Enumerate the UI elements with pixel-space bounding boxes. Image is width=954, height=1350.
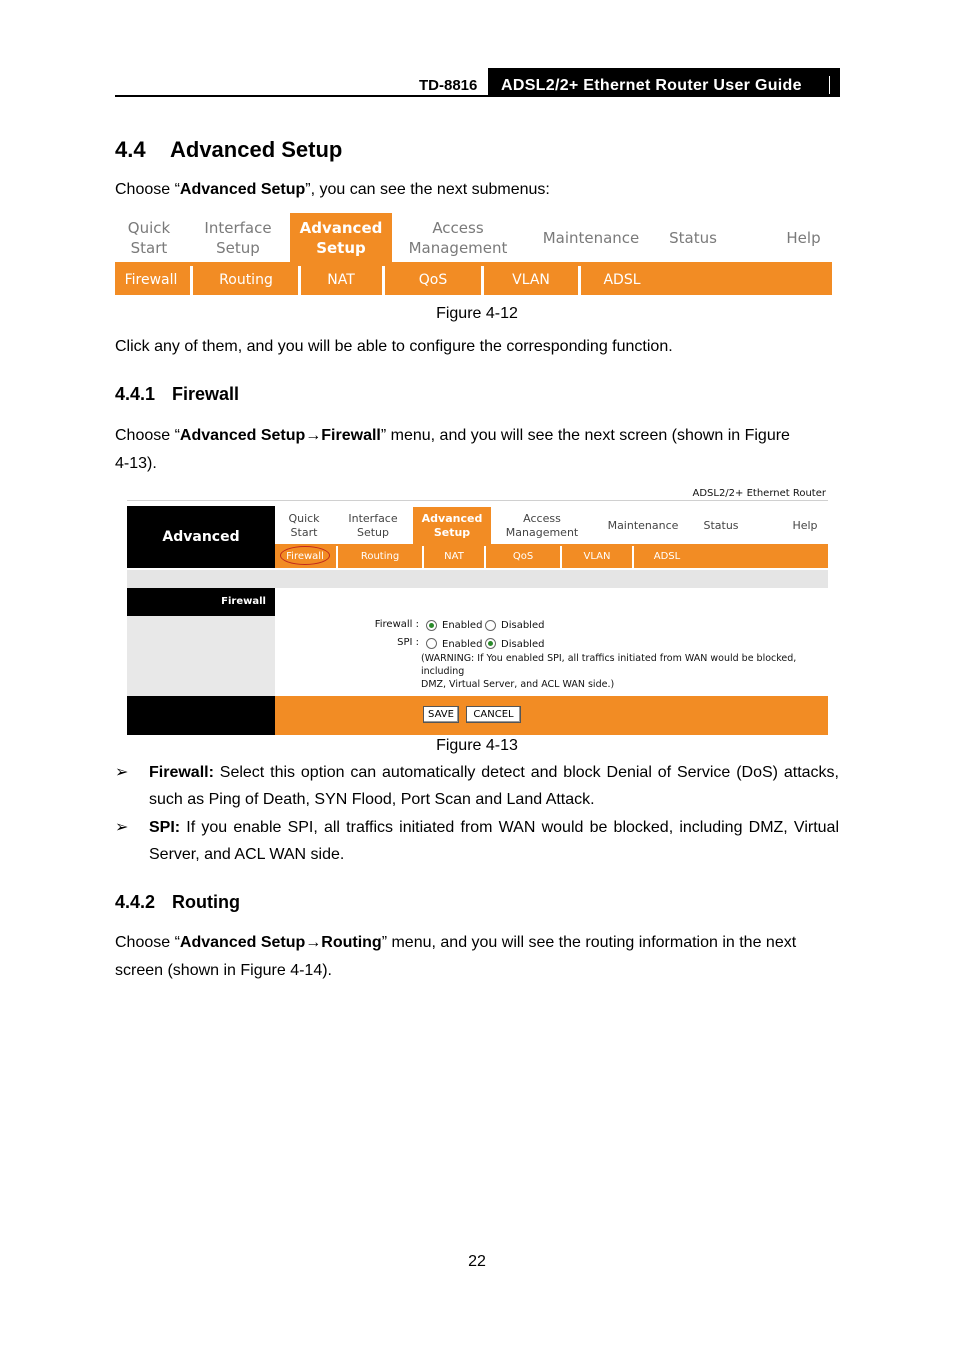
submenu-routing[interactable]: Routing (360, 551, 400, 562)
intro-prefix: Choose “ (115, 427, 180, 444)
intro-suffix: ” menu, and you will see the next screen (shown in Figure (380, 427, 790, 444)
intro-prefix: Choose “ (115, 181, 180, 198)
warning-line: (WARNING: If You enabled SPI, all traffics initiated from WAN would be blocked, including (421, 653, 797, 677)
bullet-spi (115, 814, 839, 868)
bullet-text (149, 814, 839, 868)
subsection-title: Routing (172, 892, 240, 912)
routing-intro (115, 929, 839, 985)
intro-suffix: ”, you can see the next submenus: (305, 181, 550, 198)
intro-bold: Routing (321, 934, 382, 951)
firewall-intro (115, 422, 839, 478)
subsection-title: Firewall (172, 384, 240, 404)
menu-quick-start[interactable]: Quick Start (288, 511, 320, 539)
submenu-firewall[interactable]: Firewall (286, 551, 324, 562)
warning-line: DMZ, Virtual Server, and ACL WAN side.) (421, 679, 615, 690)
after-figure-text: Click any of them, and you will be able to configure the corresponding function. (115, 338, 673, 355)
firewall-disabled-label: Disabled (501, 620, 545, 631)
submenu-vlan[interactable]: VLAN (512, 272, 550, 288)
section-label-advanced: Advanced (127, 506, 275, 568)
spi-disabled-label: Disabled (501, 639, 545, 650)
figure-4-12-menu (115, 213, 832, 295)
menu-interface-setup[interactable]: Interface Setup (348, 511, 398, 539)
figure-4-13-caption: Figure 4-13 (436, 737, 518, 754)
submenu-adsl[interactable]: ADSL (653, 551, 681, 562)
submenu-firewall[interactable]: Firewall (124, 272, 178, 288)
bullet-arrow-icon: ➢ (115, 764, 129, 781)
firewall-intro-line1 (115, 422, 790, 450)
header-divider (829, 76, 830, 94)
arrow-icon: → (305, 934, 322, 951)
submenu-nat[interactable]: NAT (444, 551, 464, 562)
section-number: 4.4 (115, 137, 146, 162)
save-button[interactable]: SAVE (423, 706, 459, 723)
left-panel (127, 616, 275, 696)
menu-quick-start[interactable]: Quick Start (127, 218, 171, 257)
firewall-label: Firewall : (374, 619, 419, 630)
figure-4-12-caption: Figure 4-12 (436, 305, 518, 322)
subsection-firewall-heading (115, 384, 239, 405)
footer-bar (275, 696, 828, 735)
menu-maintenance[interactable]: Maintenance (607, 518, 679, 532)
spi-warning (421, 652, 826, 691)
menu-status[interactable]: Status (703, 518, 739, 532)
firewall-enabled-radio[interactable] (426, 620, 437, 631)
spi-enabled-label: Enabled (442, 639, 483, 650)
side-label-firewall: Firewall (127, 588, 275, 616)
firewall-enabled-label: Enabled (442, 620, 483, 631)
submenu-routing[interactable]: Routing (219, 272, 273, 288)
firewall-intro-line2: 4-13). (115, 455, 157, 472)
submenu-adsl[interactable]: ADSL (603, 272, 641, 288)
spi-disabled-radio[interactable] (485, 638, 496, 649)
submenu-qos[interactable]: QoS (418, 272, 448, 288)
bullet-arrow-icon: ➢ (115, 819, 129, 836)
menu-status[interactable]: Status (669, 228, 717, 247)
bullet-term: Firewall: (149, 764, 214, 781)
routing-intro-line2: screen (shown in Figure 4-14). (115, 962, 332, 979)
intro-bold: Firewall (321, 427, 381, 444)
figure-4-13-screen (127, 485, 828, 735)
arrow-icon: → (305, 427, 322, 444)
spacer-bar (127, 570, 828, 588)
intro-bold: Advanced Setup (179, 181, 306, 198)
cancel-button[interactable]: CANCEL (466, 706, 521, 723)
subsection-routing-heading (115, 892, 240, 913)
menu-maintenance[interactable]: Maintenance (542, 228, 640, 247)
section-heading (115, 137, 342, 163)
brand-label: ADSL2/2+ Ethernet Router (692, 488, 826, 499)
spi-label: SPI : (397, 637, 419, 648)
submenu-bar (275, 544, 828, 568)
menu-help[interactable]: Help (786, 228, 821, 247)
intro-suffix: ” menu, and you will see the routing information in the next (381, 934, 797, 951)
page-number: 22 (468, 1253, 486, 1270)
bullet-description: Select this option can automatically detect and block Denial of Service (DoS) attacks, such as Ping of Death, SYN Flood, Port Scan and Land Attack. (149, 764, 839, 808)
menu-help[interactable]: Help (792, 518, 818, 532)
bullet-description: If you enable SPI, all traffics initiated from WAN would be blocked, including DMZ, Virtual Server, and ACL WAN side. (149, 819, 839, 863)
header-guide-title: ADSL2/2+ Ethernet Router User Guide (488, 68, 840, 97)
submenu-nat[interactable]: NAT (327, 272, 355, 288)
menu-advanced-setup[interactable]: Advanced Setup (413, 507, 491, 544)
subsection-number: 4.4.1 (115, 384, 156, 404)
submenu-separator (190, 266, 193, 295)
menu-access-management[interactable]: Access Management (505, 511, 579, 539)
section-title: Advanced Setup (170, 137, 343, 162)
intro-bold: Advanced Setup (179, 934, 306, 951)
firewall-disabled-radio[interactable] (485, 620, 496, 631)
intro-bold: Advanced Setup (179, 427, 306, 444)
menu-interface-setup[interactable]: Interface Setup (204, 218, 272, 257)
top-menu (115, 213, 832, 262)
intro-prefix: Choose “ (115, 934, 180, 951)
submenu-vlan[interactable]: VLAN (583, 551, 611, 562)
submenu-qos[interactable]: QoS (512, 551, 534, 562)
footer-left (127, 696, 275, 735)
header-model: TD-8816 (419, 77, 478, 94)
section-intro (115, 176, 839, 204)
menu-advanced-setup[interactable]: Advanced Setup (290, 213, 392, 262)
subsection-number: 4.4.2 (115, 892, 156, 912)
routing-intro-line1 (115, 929, 796, 957)
submenu-bar (115, 262, 832, 295)
brand-rule (127, 500, 828, 501)
bullet-firewall (115, 759, 839, 813)
bullet-term: SPI: (149, 819, 181, 836)
spi-enabled-radio[interactable] (426, 638, 437, 649)
menu-access-management[interactable]: Access Management (408, 218, 508, 257)
header-rule (115, 95, 840, 97)
bullet-text (149, 759, 839, 813)
